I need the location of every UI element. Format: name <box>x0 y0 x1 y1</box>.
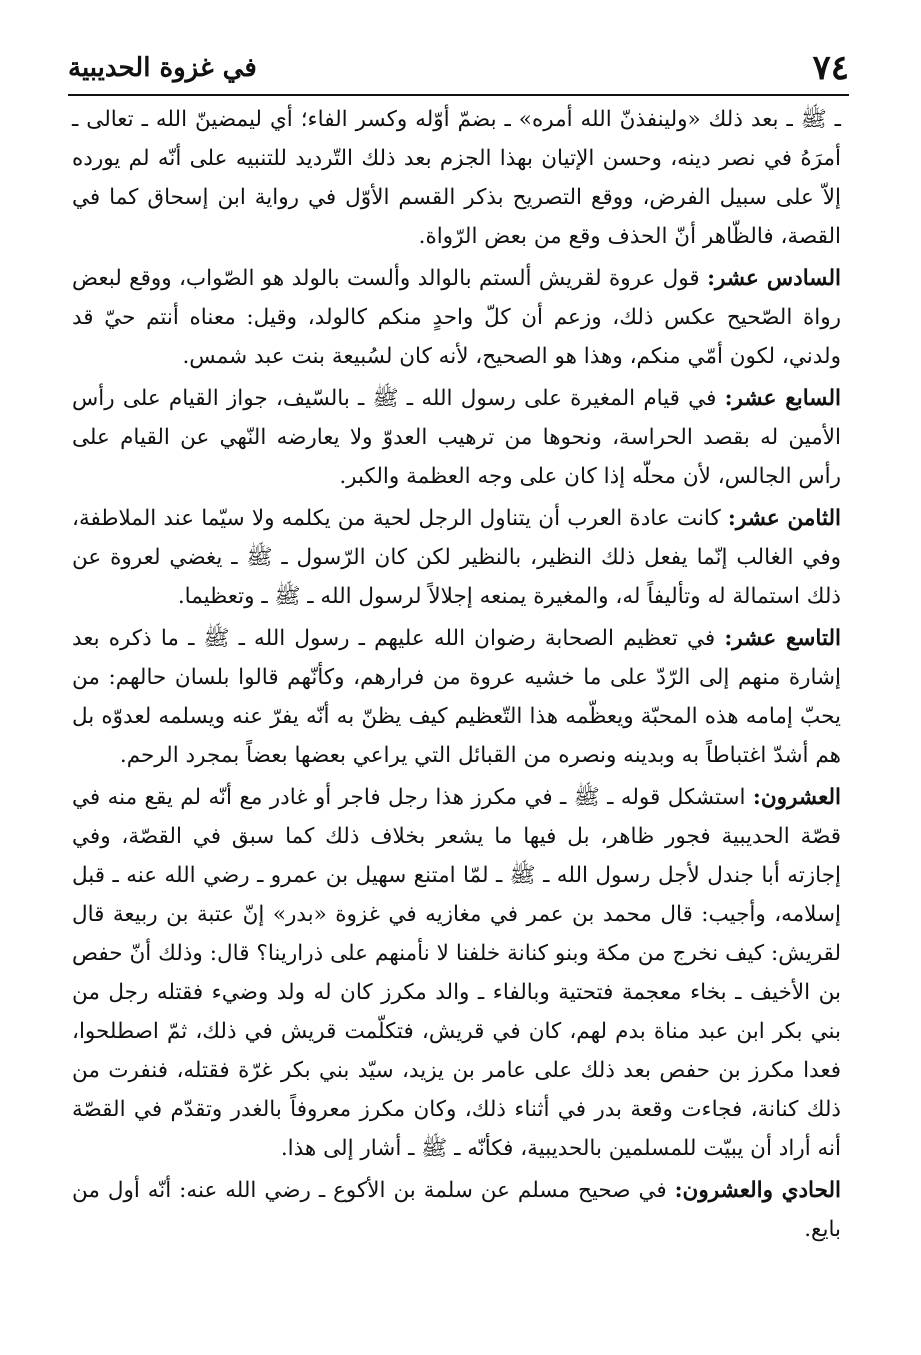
paragraph-text: استشكل قوله ـ ﷺ ـ في مكرز هذا رجل فاجر أو غادر مع أنّه لم يقع منه في قصّة الحديبية فجور ظاهر، بل فيها ما يشعر بخلاف ذلك كما سبق في القصّة، وفي إجازته أبا جندل لأجل رسول الله ـ ﷺ ـ لمّا امتنع سهيل بن عمرو ـ رضي الله عنه ـ قبل إسلامه، وأجيب: قال محمد بن عمر في مغازيه في غزوة «بدر» إنّ عتبة بن ربيعة قال لقريش: كيف نخرج من مكة وبنو كنانة خلفنا لا نأمنهم على ذرارينا؟ قال: وذلك أنّ حفص بن الأخيف ـ بخاء معجمة فتحتية وبالفاء ـ والد مكرز كان له ولد وضيء فقتله رجل من بني بكر ابن عبد مناة بدم لهم، كان في قريش، فتكلّمت قريش في ذلك، ثمّ اصطلحوا، فعدا مكرز بن حفص بعد ذلك على عامر بن يزيد، سيّد بني بكر غرّة فقتله، فنفرت من ذلك كنانة، فجاءت وقعة بدر في أثناء ذلك، وكان مكرز معروفاً بالغدر وتقدّم في القصّة أنه أراد أن يبيّت للمسلمين بالحديبية، فكأنّه ـ ﷺ ـ أشار إلى هذا. <box>72 785 841 1161</box>
section-lead: السادس عشر: <box>707 266 841 291</box>
page-number: ٧٤ <box>812 48 849 88</box>
paragraph <box>72 619 841 775</box>
paragraph <box>72 379 841 496</box>
paragraph <box>72 100 841 256</box>
paragraph-text: في قيام المغيرة على رسول الله ـ ﷺ ـ بالسّيف، جواز القيام على رأس الأمين له بقصد الحراسة، ونحوها من ترهيب العدوّ ولا يعارضه النّهي عن القيام على رأس الجالس، لأن محلّه إذا كان على وجه العظمة والكبر. <box>72 386 841 489</box>
section-lead: الثامن عشر: <box>727 506 841 531</box>
section-lead: العشرون: <box>752 785 841 810</box>
page-body <box>72 100 841 1252</box>
running-title: في غزوة الحديبية <box>68 53 257 83</box>
page-header <box>68 42 849 96</box>
paragraph-text: كانت عادة العرب أن يتناول الرجل لحية من يكلمه ولا سيّما عند الملاطفة، وفي الغالب إنّما يفعل ذلك النظير، بالنظير لكن كان الرّسول ـ ﷺ ـ يغضي لعروة عن ذلك استمالة له وتأليفاً له، والمغيرة يمنعه إجلالاً لرسول الله ـ ﷺ ـ وتعظيما. <box>72 506 841 609</box>
paragraph-text: في تعظيم الصحابة رضوان الله عليهم ـ رسول الله ـ ﷺ ـ ما ذكره بعد إشارة منهم إلى الرّدّ على ما خشيه عروة من فرارهم، وكأنّهم قالوا بلسان حالهم: من يحبّ إمامه هذه المحبّة ويعظّمه هذا التّعظيم كيف يظنّ به أنّه يفرّ عنه ويسلمه لعدوّه بل هم أشدّ اغتباطاً به وبدينه ونصره من القبائل التي يراعي بعضها بعضاً بمجرد الرحم. <box>72 626 841 768</box>
section-lead: الحادي والعشرون: <box>674 1178 841 1203</box>
paragraph-text: في صحيح مسلم عن سلمة بن الأكوع ـ رضي الله عنه: أنّه أول من بايع. <box>72 1178 841 1242</box>
paragraph <box>72 499 841 616</box>
paragraph <box>72 778 841 1168</box>
section-lead: التاسع عشر: <box>724 626 841 651</box>
paragraph-text: ـ ﷺ ـ بعد ذلك «ولينفذنّ الله أمره» ـ بضمّ أوّله وكسر الفاء؛ أي ليمضينّ الله ـ تعالى ـ أمرَهُ في نصر دينه، وحسن الإتيان بهذا الجزم بعد ذلك التّرديد للتنبيه على أنّه لم يورده إلاّ على سبيل الفرض، ووقع التصريح بذكر القسم الأوّل في رواية ابن إسحاق كما في القصة، فالظّاهر أنّ الحذف وقع من بعض الرّواة. <box>72 107 841 249</box>
paragraph <box>72 1171 841 1249</box>
paragraph <box>72 259 841 376</box>
paragraph-text: قول عروة لقريش ألستم بالوالد وألست بالولد هو الصّواب، ووقع لبعض رواة الصّحيح عكس ذلك، وزعم أن كلّ واحدٍ منكم كالولد، وقيل: معناه أنتم حيّ قد ولدني، لكون أمّي منكم، وهذا هو الصحيح، لأنه كان لسُبيعة بنت عبد شمس. <box>72 266 841 369</box>
section-lead: السابع عشر: <box>724 386 841 411</box>
